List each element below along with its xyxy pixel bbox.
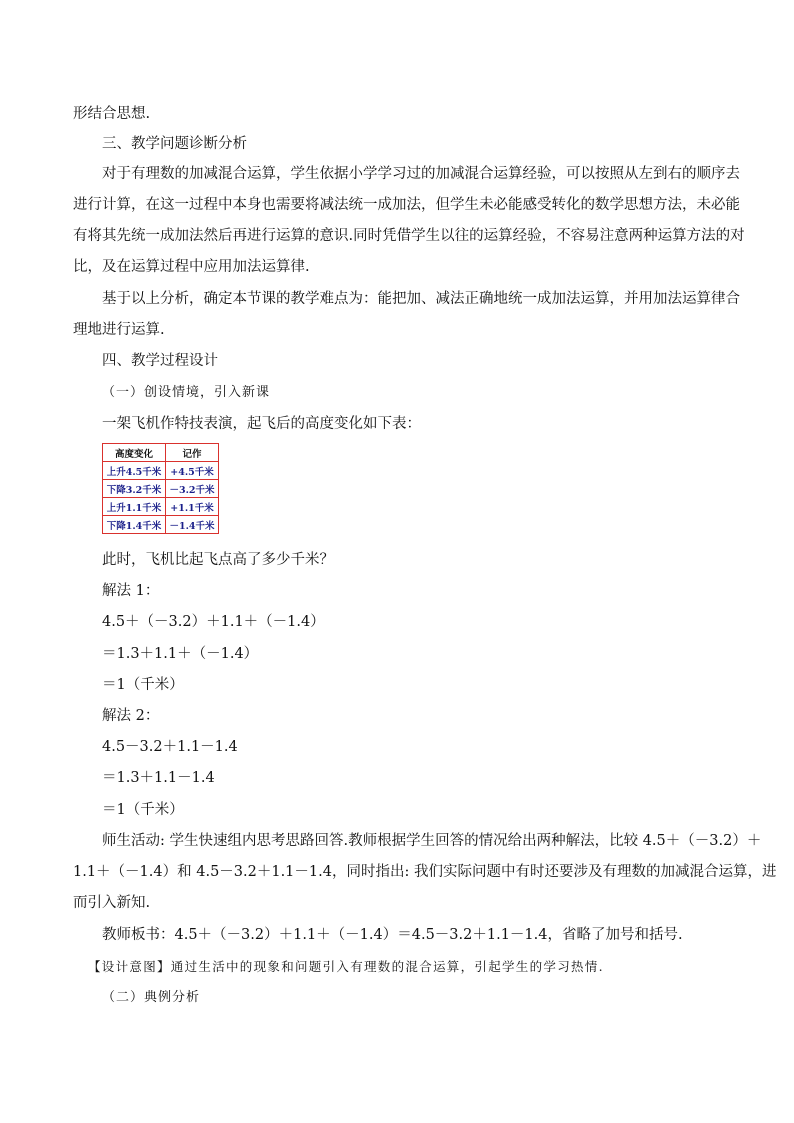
table-row — [103, 498, 219, 516]
paragraph-line: 而引入新知. — [73, 895, 151, 911]
section-heading-3: 三、教学问题诊断分析 — [102, 136, 247, 152]
table-cell: +1.1千米 — [166, 498, 219, 516]
table-cell: 上升1.1千米 — [103, 498, 166, 516]
paragraph-line: 理地进行运算. — [73, 322, 165, 338]
equation-line: 4.5＋（－3.2）＋1.1＋（－1.4） — [102, 614, 325, 630]
equation-line: ＝1.3＋1.1－1.4 — [102, 770, 215, 786]
table-cell: 下降1.4千米 — [103, 516, 166, 534]
table-header: 记作 — [166, 444, 219, 462]
paragraph-line: 一架飞机作特技表演，起飞后的高度变化如下表： — [102, 416, 421, 432]
paragraph-line: 形结合思想. — [73, 106, 151, 122]
design-intent-note: 【设计意图】通过生活中的现象和问题引入有理数的混合运算，引起学生的学习热情. — [88, 959, 604, 974]
solution-title: 解法 2： — [102, 708, 160, 724]
subsection-heading-2: （二）典例分析 — [102, 990, 201, 1005]
table-cell: 下降3.2千米 — [103, 480, 166, 498]
equation-line: 4.5－3.2＋1.1－1.4 — [102, 739, 238, 755]
paragraph-line: 对于有理数的加减混合运算，学生依据小学学习过的加减混合运算经验，可以按照从左到右的顺序去 — [102, 166, 740, 182]
table-row — [103, 480, 219, 498]
table-row — [103, 462, 219, 480]
table-row — [103, 516, 219, 534]
paragraph-line: 教师板书：4.5＋（－3.2）＋1.1＋（－1.4）＝4.5－3.2＋1.1－1.4，省略了加号和括号. — [102, 927, 683, 943]
table-cell: 上升4.5千米 — [103, 462, 166, 480]
table-cell: +4.5千米 — [166, 462, 219, 480]
question-text: 此时，飞机比起飞点高了多少千米？ — [102, 552, 334, 568]
table-header: 高度变化 — [103, 444, 166, 462]
table-header-row — [103, 444, 219, 462]
paragraph-line: 有将其先统一成加法然后再进行运算的意识.同时凭借学生以往的运算经验，不容易注意两种运算方法的对 — [73, 228, 745, 244]
subsection-heading-1: （一）创设情境，引入新课 — [102, 385, 271, 400]
equation-line: ＝1（千米） — [102, 677, 184, 693]
equation-line: ＝1（千米） — [102, 802, 184, 818]
altitude-change-table — [102, 443, 219, 534]
paragraph-line: 师生活动: 学生快速组内思考思路回答.教师根据学生回答的情况给出两种解法，比较 4.5＋（－3.2）＋ — [102, 833, 762, 849]
table-cell: －1.4千米 — [166, 516, 219, 534]
section-heading-4: 四、教学过程设计 — [102, 353, 218, 369]
paragraph-line: 比，及在运算过程中应用加法运算律. — [73, 259, 310, 275]
table-cell: －3.2千米 — [166, 480, 219, 498]
paragraph-line: 进行计算，在这一过程中本身也需要将减法统一成加法，但学生未必能感受转化的数学思想方法，未必能 — [73, 197, 740, 213]
paragraph-line: 基于以上分析，确定本节课的教学难点为：能把加、减法正确地统一成加法运算，并用加法运算律合 — [102, 291, 740, 307]
paragraph-line: 1.1＋（－1.4）和 4.5－3.2＋1.1－1.4，同时指出: 我们实际问题中有时还要涉及有理数的加减混合运算，进 — [73, 864, 777, 880]
equation-line: ＝1.3＋1.1＋（－1.4） — [102, 646, 259, 662]
solution-title: 解法 1： — [102, 583, 160, 599]
